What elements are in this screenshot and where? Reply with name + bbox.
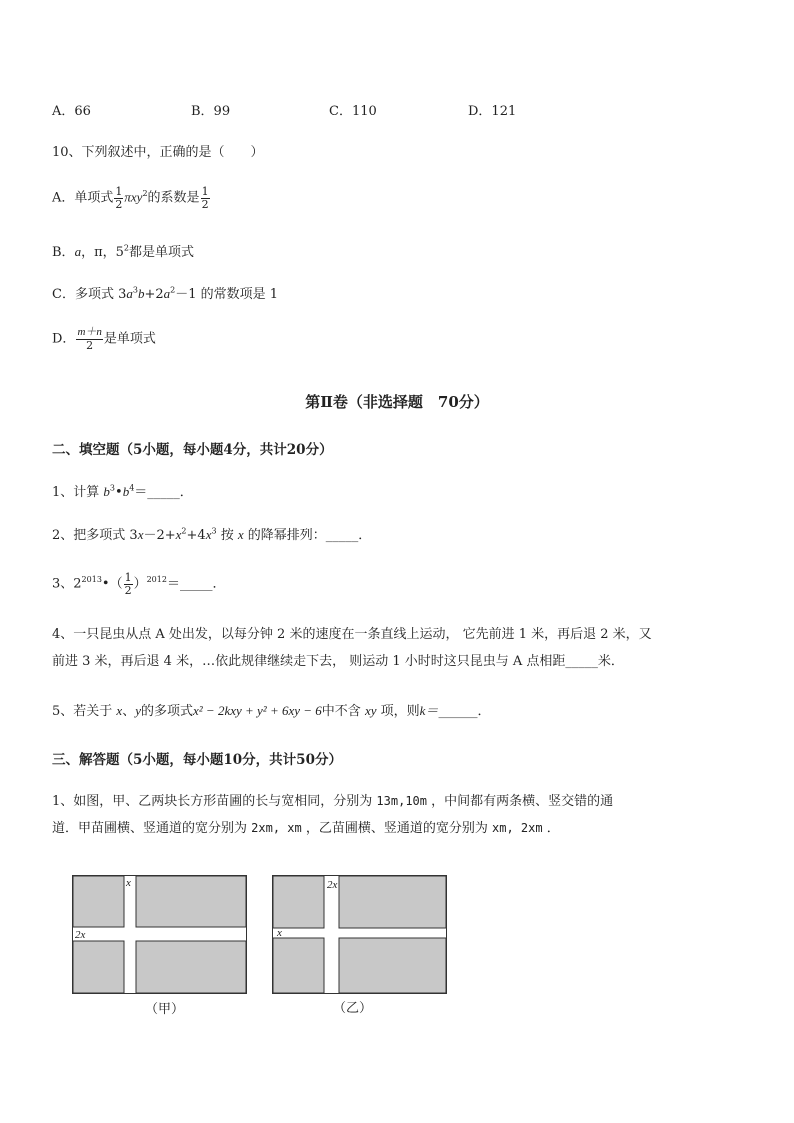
fill-q3: [52, 572, 225, 596]
s1-line2-a: 道．甲苗圃横、竖通道的宽分别为: [52, 821, 248, 836]
f5-mid3: 项，则: [380, 704, 420, 719]
fill-q1: [52, 484, 193, 501]
f5-prefix: 5、若关于: [52, 704, 113, 719]
q10-a-term: πxy: [124, 189, 143, 205]
f2-x4: x: [237, 527, 244, 542]
f1-b1: b: [103, 484, 110, 499]
q10-a-term-exp: 2: [142, 189, 148, 199]
f2-m2: －2+: [143, 528, 176, 543]
f1-e1: 3: [109, 483, 116, 493]
f2-prefix: 2、把多项式 3: [52, 528, 138, 543]
f2-p4: +4: [186, 528, 206, 543]
q10-c-a2-exp: 2: [170, 285, 176, 295]
f5-k: k＝: [419, 703, 439, 718]
s1-line2-dims1: 2xm, xm: [251, 821, 302, 835]
q10-a-val-den: 2: [201, 197, 209, 211]
q10-d-suffix: 是单项式: [103, 331, 156, 347]
q10-b-a: a: [74, 244, 82, 259]
f1-suffix: ＝_____．: [134, 485, 193, 500]
q10-stem: 10、下列叙述中，正确的是（ ）: [52, 145, 264, 160]
q9-option-c: C．110: [329, 104, 377, 119]
f3-fraction: [124, 572, 133, 596]
q10-option-d: [52, 327, 156, 351]
q10-b-suffix: 都是单项式: [128, 245, 194, 260]
fill-q5: [52, 703, 490, 720]
f3-num: 1: [124, 571, 132, 584]
f5-expr: x² − 2kxy + y² + 6xy − 6: [193, 703, 322, 718]
s1-line1-b: ，中间都有两条横、竖交错的通: [431, 794, 614, 809]
f3-den: 2: [124, 583, 132, 597]
f1-prefix: 1、计算: [52, 485, 100, 500]
q10-c-a: a: [126, 286, 133, 301]
left-caption: （甲）: [145, 1002, 185, 1017]
q10-a-frac-den: 2: [115, 197, 123, 211]
q10-a-mid: 的系数是: [147, 190, 200, 206]
q10-b-sep: ，π，5: [81, 245, 124, 260]
q10-c-prefix: C．多项式 3: [52, 287, 127, 302]
left-plot-tl: [73, 876, 124, 927]
f3-suffix: ＝_____．: [166, 576, 226, 592]
q10-a-frac-num: 1: [115, 185, 123, 198]
s1-line1-a: 1、如图，甲、乙两块长方形苗圃的长与宽相同，分别为: [52, 794, 373, 809]
q10-b-exp: 2: [123, 243, 129, 253]
q10-d-prefix: D．: [52, 331, 76, 347]
s1-line2-c: ．: [546, 821, 560, 836]
right-plot-bl: [273, 938, 324, 993]
f3-e2: 2012: [146, 575, 167, 585]
f5-mid: 的多项式: [141, 704, 194, 719]
f2-e2: 2: [181, 526, 187, 536]
q9-option-a: A．66: [52, 104, 91, 119]
f2-suffix: 的降幂排列：_____．: [247, 528, 372, 543]
right-plot-tr: [339, 876, 446, 928]
left-plot-bl: [73, 941, 124, 993]
q10-c-b: b: [137, 286, 145, 301]
q10-c-tail: －1 的常数项是 1: [175, 287, 279, 302]
q10-c-a-exp: 3: [132, 285, 138, 295]
figure-right-nursery: [272, 875, 448, 995]
q10-a-value-fraction: [201, 186, 210, 210]
left-vert-label: x: [126, 877, 131, 889]
f1-dot: •: [115, 485, 123, 500]
q10-option-c: [52, 286, 278, 303]
s1-line1-dims: 13m,10m: [376, 794, 427, 808]
right-horz-label: x: [277, 927, 282, 939]
f5-x: x: [116, 703, 123, 718]
f3-e1: 2013: [81, 575, 102, 585]
q10-a-fraction: [114, 186, 123, 210]
f5-y: y: [135, 703, 141, 718]
f2-x2: x: [175, 527, 182, 542]
f2-e3: 3: [211, 526, 217, 536]
f5-suffix: ______．: [438, 704, 491, 719]
fill-q4-line2: 前进 3 米，再后退 4 米，…依此规律继续走下去， 则运动 1 小时时这只昆虫与 A 点相距_____米．: [52, 654, 624, 669]
f1-e2: 4: [129, 483, 135, 493]
f2-x3: x: [205, 527, 212, 542]
left-plot-tr: [136, 876, 246, 927]
q9-option-b: B．99: [191, 104, 231, 119]
q10-d-den: 2: [86, 338, 94, 352]
fill-q2: [52, 527, 371, 544]
f3-dot: •（: [101, 576, 123, 592]
q10-a-val-num: 1: [201, 185, 209, 198]
solve-heading: 三、解答题（5小题，每小题10分，共计50分）: [52, 752, 342, 768]
q9-option-d: D．121: [468, 104, 517, 119]
s1-line2-b: ，乙苗圃横、竖通道的宽分别为: [305, 821, 488, 836]
q10-option-b: [52, 244, 194, 261]
solve-q1-line1: [52, 794, 613, 810]
section-2-title: 第Ⅱ卷（非选择题 70分）: [305, 393, 489, 411]
solve-q1-line2: [52, 821, 560, 837]
f5-mid2: 中不含: [321, 704, 361, 719]
f1-b2: b: [122, 484, 130, 499]
f2-x1: x: [137, 527, 144, 542]
q10-a-prefix: A．单项式: [52, 190, 114, 206]
right-plot-tl: [273, 876, 324, 928]
right-plot-br: [339, 938, 446, 993]
left-horz-label: 2x: [75, 929, 86, 941]
q10-c-plus: +2: [144, 287, 164, 302]
q10-d-fraction: [76, 327, 102, 351]
f5-xy: xy: [364, 703, 377, 718]
fill-heading: 二、填空题（5小题，每小题4分，共计20分）: [52, 442, 333, 458]
q10-b-prefix: B．: [52, 245, 75, 260]
f5-sep: 、: [122, 704, 136, 719]
f3-prefix: 3、2: [52, 576, 82, 592]
q10-d-num: m＋n: [77, 326, 102, 338]
fill-q4-line1: 4、一只昆虫从点 A 处出发，以每分钟 2 米的速度在一条直线上运动， 它先前进 1 米，再后退 2 米，又: [52, 627, 652, 642]
left-plot-br: [136, 941, 246, 993]
right-caption: （乙）: [333, 1001, 373, 1016]
f2-mid: 按: [220, 528, 234, 543]
q10-c-a2: a: [163, 286, 171, 301]
figure-left-nursery: [72, 875, 248, 995]
s1-line2-dims2: xm, 2xm: [492, 821, 543, 835]
f3-close: ）: [133, 576, 147, 592]
right-vert-label: 2x: [327, 879, 338, 891]
q10-option-a: [52, 186, 211, 210]
